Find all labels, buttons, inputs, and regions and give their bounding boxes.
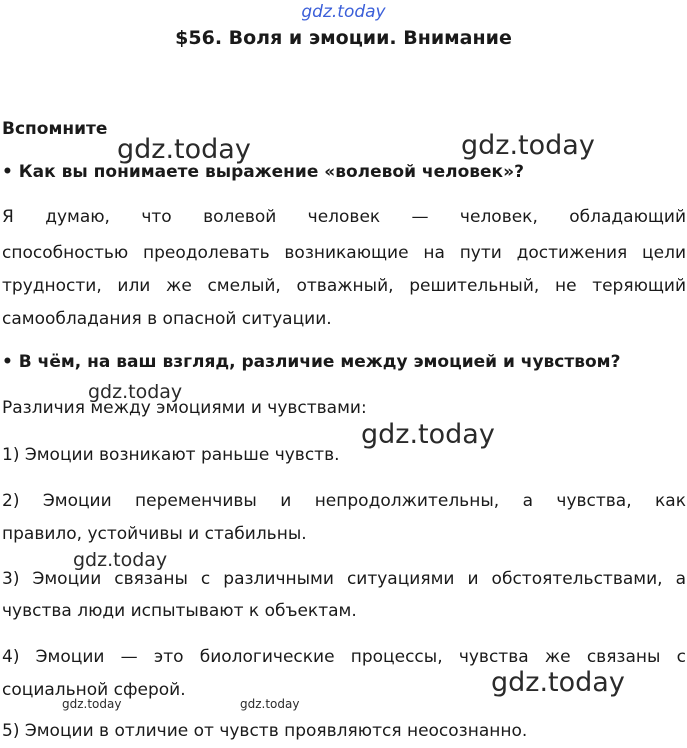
watermark: gdz.today [117, 134, 251, 165]
watermark: gdz.today [240, 697, 300, 711]
watermark: gdz.today [88, 381, 183, 403]
question-2: • В чём, на ваш взгляд, различие между эмоцией и чувством? [2, 352, 621, 372]
answer-1-line-4: самообладания в опасной ситуации. [2, 309, 332, 329]
list-item-5: 5) Эмоции в отличие от чувств проявляются неосознанно. [2, 721, 528, 741]
intro-2: Различия между эмоциями и чувствами: [2, 398, 367, 418]
answer-1-line-1: Я думаю, что волевой человек — человек, обладающий [2, 207, 686, 227]
question-1: • Как вы понимаете выражение «волевой человек»? [2, 162, 524, 182]
answer-1-line-3: трудности, или же смелый, отважный, решительный, не теряющий [2, 276, 686, 296]
watermark: gdz.today [461, 130, 595, 161]
page-title: $56. Воля и эмоции. Внимание [175, 27, 512, 49]
section-heading: Вспомните [2, 119, 108, 139]
watermark: gdz.today [62, 697, 122, 711]
answer-1-line-2: способностью преодолевать возникающие на пути достижения цели [2, 243, 686, 263]
list-item-3-line-1: 3) Эмоции связаны с различными ситуациями и обстоятельствами, а [2, 569, 686, 589]
list-item-3-line-2: чувства люди испытывают к объектам. [2, 601, 357, 621]
list-item-1: 1) Эмоции возникают раньше чувств. [2, 445, 340, 465]
list-item-4-line-1: 4) Эмоции — это биологические процессы, чувства же связаны с [2, 647, 686, 667]
list-item-2-line-1: 2) Эмоции переменчивы и непродолжительны, а чувства, как [2, 491, 686, 511]
watermark: gdz.today [73, 549, 168, 571]
watermark: gdz.today [491, 667, 625, 698]
watermark: gdz.today [361, 419, 495, 450]
list-item-2-line-2: правило, устойчивы и стабильны. [2, 524, 307, 544]
top-watermark: gdz.today [301, 2, 386, 22]
list-item-4-line-2: социальной сферой. [2, 680, 186, 700]
